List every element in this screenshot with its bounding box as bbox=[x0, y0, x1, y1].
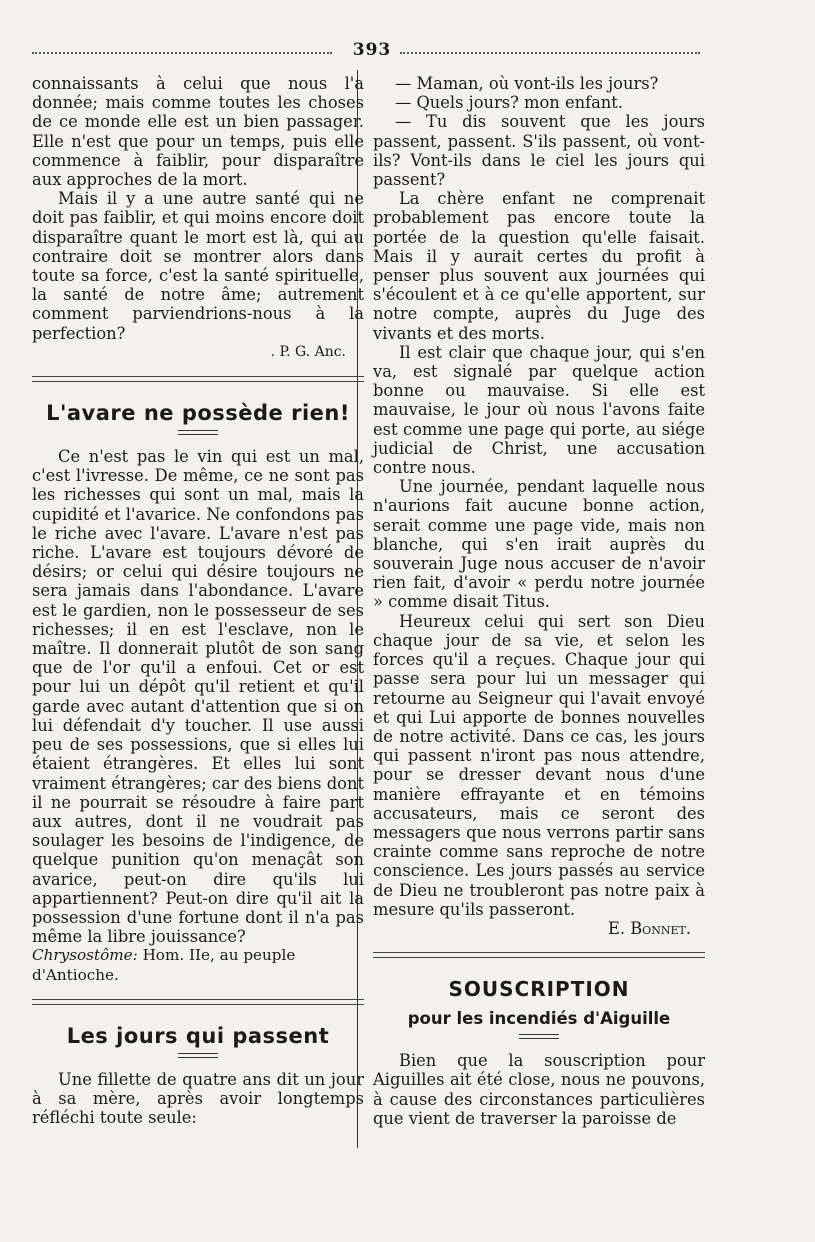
title-rule bbox=[178, 430, 218, 435]
paragraph: connaissants à celui que nous l'a donnée; mais comme toutes les choses de ce monde elle est un bien passager. Elle n'est que pour un temps, puis elle commence à faiblir, pour disparaître aux approches de la mort. bbox=[32, 74, 364, 190]
section-divider bbox=[32, 376, 364, 382]
title-rule bbox=[519, 1034, 559, 1039]
source-citation bbox=[32, 946, 364, 984]
paragraph: Il est clair que chaque jour, qui s'en va, est signalé par quelque action bonne ou mauvaise. Si elle est mauvaise, le jour où nous l'avons faite est comme une page qui porte, au siége judicial de Christ, une accusation contre nous. bbox=[373, 342, 705, 478]
section-divider bbox=[32, 999, 364, 1005]
paragraph: Une journée, pendant laquelle nous n'aurions fait aucune bonne action, serait comme une page vide, mais non blanche, qui s'en irait auprès du souverain Juge nous accuser de n'avoir rien fait, d'avoir « perdu notre journée » comme disait Titus. bbox=[373, 477, 705, 612]
paragraph: Mais il y a une autre santé qui ne doit pas faiblir, et qui moins encore doit disparaître quant le mort est là, qui au contraire doit se montrer alors dans toute sa force, c'est la santé spirituelle, la santé de notre âme; autrement comment parviendrions-nous à la perfection? bbox=[32, 189, 364, 343]
signature: E. Bonnet. bbox=[607, 918, 691, 938]
dialogue-line: — Maman, où vont-ils les jours? bbox=[395, 74, 659, 93]
article-title: L'avare ne possède rien! bbox=[46, 401, 350, 426]
page-header bbox=[32, 40, 700, 62]
signature: . P. G. Anc. bbox=[270, 343, 346, 360]
right-column bbox=[373, 74, 705, 1128]
dialogue-line: — Tu dis souvent que les jours passent, passent. S'ils passent, où vont-ils? Vont-ils dans le ciel les jours qui passent? bbox=[373, 112, 705, 190]
header-rule-right bbox=[400, 52, 700, 58]
paragraph: La chère enfant ne comprenait probablement pas encore toute la portée de la question qu'elle faisait. Mais il y aurait certes du profit à penser plus souvent aux journées qui s'écoulent et à ce qu'elle apportent, sur notre compte, auprès du Juge des vivants et des morts. bbox=[373, 189, 705, 343]
article-title: Les jours qui passent bbox=[66, 1023, 330, 1048]
article-title: SOUSCRIPTION bbox=[448, 977, 630, 1002]
dialogue bbox=[373, 74, 705, 189]
dialogue-line: — Quels jours? mon enfant. bbox=[395, 93, 624, 113]
paragraph: Une fillette de quatre ans dit un jour à sa mère, après avoir longtemps réfléchi toute seule: bbox=[32, 1069, 364, 1128]
source-author: Chrysostôme: bbox=[32, 946, 138, 965]
title-rule bbox=[178, 1053, 218, 1058]
left-column bbox=[32, 74, 364, 1127]
article-subtitle: pour les incendiés d'Aiguille bbox=[407, 1009, 671, 1029]
paragraph: Bien que la souscription pour Aiguilles ait été close, nous ne pouvons, à cause des circonstances particulières que vient de traverser la paroisse de bbox=[373, 1051, 705, 1128]
paragraph: Heureux celui qui sert son Dieu chaque jour de sa vie, et selon les forces qu'il a reçues. Chaque jour qui passe sera pour lui un messager qui retourne au Seigneur qui l'avait envoyé et qui Lui apporte de bonnes nouvelles de notre activité. Dans ce cas, les jours qui passent n'iront pas nous attendre, pour se dresser devant nous d'une manière effrayante et en témoins accusateurs, mais ce seront des messagers que nous verrons partir sans crainte comme sans reproche de notre conscience. Les jours passés au service de Dieu ne troubleront pas notre paix à mesure qu'ils passeront. bbox=[373, 611, 705, 919]
section-divider bbox=[373, 952, 705, 958]
page-number: 393 bbox=[352, 40, 392, 60]
header-rule-left bbox=[32, 52, 332, 58]
source-reference: Hom. IIe, au peuple d'Antioche. bbox=[32, 946, 296, 984]
paragraph: Ce n'est pas le vin qui est un mal, c'est l'ivresse. De même, ce ne sont pas les richesses qui sont un mal, mais la cupidité et l'avarice. Ne confondons pas le riche avec l'avare. L'avare n'est pas riche. L'avare est toujours dévoré de désirs; or celui qui désire toujours ne sera jamais dans l'abondance. L'avare est le gardien, non le possesseur de ses richesses; il en est l'esclave, non le maître. Il donnerait plutôt de son sang que de l'or qu'il a enfoui. Cet or est pour lui un dépôt qu'il retient et qu'il garde avec autant d'attention que si on lui défendait d'y toucher. Il use aussi peu de ses possessions, que si elles lui étaient étrangères. Et elles lui sont vraiment étrangères; car des biens dont il ne pourrait se résoudre à faire part aux autres, dont il ne voudrait pas soulager les besoins de l'indigence, de quelque punition qu'on menaçât son avarice, peut-on dire qu'ils lui appartiennent? Peut-on dire qu'il ait la possession d'une fortune dont il n'a pas même la libre jouissance? bbox=[32, 447, 364, 947]
